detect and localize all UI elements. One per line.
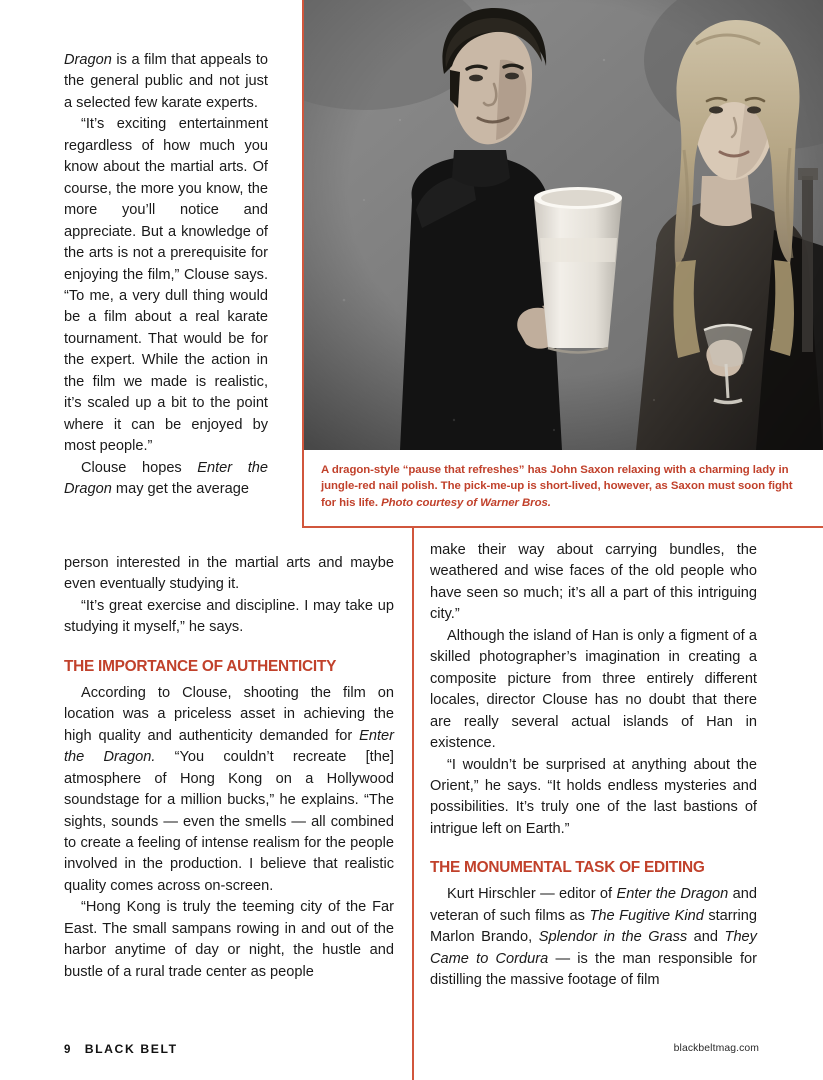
- title-enter-the-dragon-3: Enter the Dragon.: [64, 727, 394, 766]
- paragraph-hong-kong: “Hong Kong is truly the teeming city of the Far East. The small sampans rowing in and out of the harbor anytime of day or night, the hustle and bustle of a rural trade center as people: [64, 899, 394, 980]
- paragraph-kurt-hirschler: [430, 884, 757, 991]
- paragraph-text: According to Clouse, shooting the film on location was a priceless asset in achieving the high quality and authenticity demanded for: [64, 684, 394, 744]
- title-they-came-to-cordura: They Came to Cordura: [430, 929, 757, 967]
- footer-left: [64, 1042, 178, 1056]
- paragraph-great-exercise: “It’s great exercise and discipline. I may take up studying it myself,” he says.: [64, 597, 394, 636]
- photo-caption-text: A dragon-style “pause that refreshes” has John Saxon relaxing with a charming lady in jungle-red nail polish. The pick-me-up is short-lived, however, as Saxon must soon fight for his life.: [321, 464, 793, 509]
- title-enter-the-dragon-2: Enter the Dragon: [64, 459, 268, 498]
- paragraph-text: may get the average: [111, 481, 249, 498]
- paragraph-text: Clouse hopes: [81, 459, 198, 476]
- paragraph-island-of-han: Although the island of Han is only a figment of a skilled photographer’s imagination in creating a composite picture from three entirely different locales, director Clouse has no doubt that there are really several actual islands of Han in existence.: [430, 627, 757, 752]
- title-enter-the-dragon-1: Dragon: [64, 52, 112, 68]
- paragraph-clouse-hopes-cont: person interested in the martial arts and maybe even eventually studying it.: [64, 555, 394, 593]
- left-column-narrow: [64, 50, 268, 501]
- paragraph-text: and veteran of such films as: [430, 886, 757, 924]
- right-column: [430, 540, 757, 992]
- section-heading-authenticity: THE IMPORTANCE OF AUTHENTICITY: [64, 657, 337, 675]
- left-column-wide: [64, 553, 394, 983]
- title-splendor-in-the-grass: Splendor in the Grass: [538, 929, 688, 946]
- magazine-name: BLACK BELT: [84, 1042, 178, 1056]
- photo-caption: [304, 450, 823, 526]
- photo-with-caption-block: [302, 0, 823, 528]
- magazine-website: blackbeltmag.com: [673, 1043, 759, 1054]
- paragraph-clouse-hopes: [64, 458, 268, 501]
- paragraph-text: is a film that appeals to the general public and not just a selected few karate experts.: [64, 52, 268, 111]
- paragraph-carrying-bundles: make their way about carrying bundles, the weathered and wise faces of the old people who have seen so much; it’s all a part of this intriguing city.”: [430, 542, 757, 623]
- paragraph-text: Kurt Hirschler — editor of: [447, 886, 617, 903]
- paragraph-text: starring Marlon Brando,: [430, 907, 757, 946]
- page-number: 9: [64, 1044, 71, 1056]
- section-heading-editing: THE MONUMENTAL TASK OF EDITING: [430, 859, 705, 877]
- photo-credit: Photo courtesy of Warner Bros.: [381, 496, 551, 509]
- paragraph-dragon-appeals: [64, 50, 268, 114]
- paragraph-text: “You couldn’t recreate [the] atmosphere of Hong Kong on a Hollywood soundstage for a million bucks,” he explains. “The sights, sounds — even the smells — all combined to create a feeling of intense realism for the people involved in the production. I believe that realistic quality comes across on-screen.: [64, 749, 394, 894]
- paragraph-exciting-entertainment: “It’s exciting entertainment regardless of how much you know about the martial arts. Of course, the more you know, the more you’ll notice and appreciate. But a knowledge of the arts is not a prerequisite for enjoying the film,” Clouse says. “To me, a very dull thing would be a film about a real karate tournament. That would be for the expert. While the action in the film we made is realistic, it’s scaled up a bit to the point where it can be enjoyed by most people.”: [64, 116, 268, 455]
- paragraph-text: and: [687, 929, 725, 946]
- paragraph-according-to-clouse: [64, 683, 394, 898]
- column-divider-rule: [412, 527, 414, 1080]
- title-the-fugitive-kind: The Fugitive Kind: [589, 907, 704, 924]
- article-photograph: [304, 0, 823, 450]
- paragraph-the-orient: “I wouldn’t be surprised at anything about the Orient,” he says. “It holds endless mysteries and possibilities. It’s truly one of the last bastions of intrigue left on Earth.”: [430, 756, 757, 837]
- paragraph-text: — is the man responsible for distilling the massive footage of film: [430, 950, 757, 989]
- title-enter-the-dragon-4: Enter the Dragon: [616, 886, 729, 903]
